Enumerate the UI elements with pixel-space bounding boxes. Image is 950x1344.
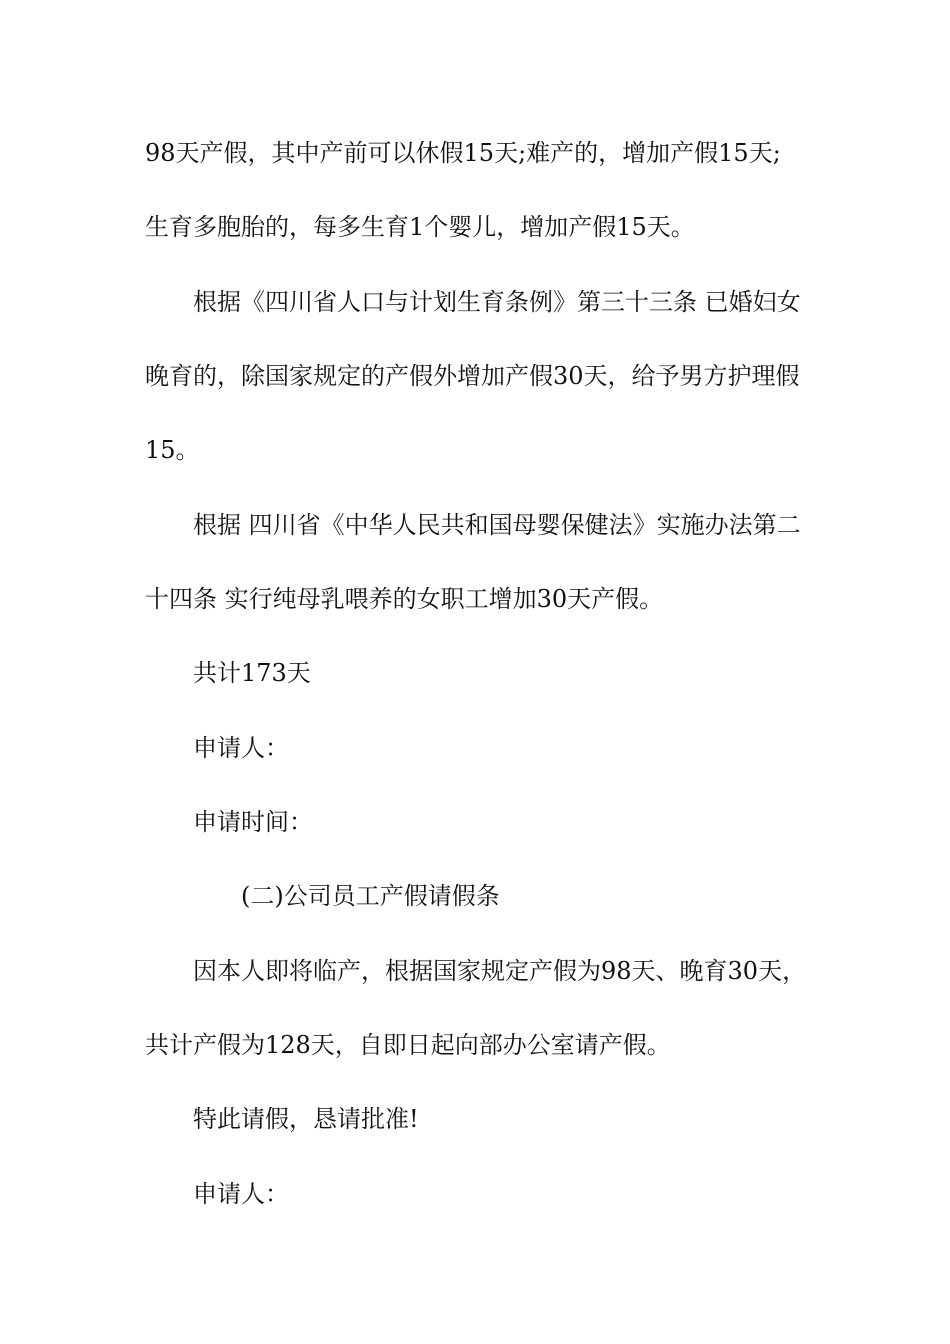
request-approval-line: 特此请假，恳请批准! (193, 1105, 419, 1133)
paragraph-line-13: 共计产假为128天，自即日起向部办公室请产假。 (145, 1031, 671, 1059)
paragraph-line-12: 因本人即将临产，根据国家规定产假为98天、晚育30天， (193, 957, 807, 985)
paragraph-line-4: 晚育的，除国家规定的产假外增加产假30天，给予男方护理假 (145, 362, 800, 390)
applicant-label-2: 申请人： (193, 1180, 289, 1208)
paragraph-line-3: 根据《四川省人口与计划生育条例》第三十三条 已婚妇女 (193, 288, 801, 316)
total-days: 共计173天 (193, 659, 311, 687)
paragraph-line-7: 十四条 实行纯母乳喂养的女职工增加30天产假。 (145, 585, 664, 613)
paragraph-line-2: 生育多胞胎的，每多生育1个婴儿，增加产假15天。 (145, 213, 695, 241)
application-date-label: 申请时间： (193, 808, 313, 836)
section-heading: (二)公司员工产假请假条 (241, 882, 500, 910)
paragraph-line-6: 根据 四川省《中华人民共和国母婴保健法》实施办法第二 (193, 511, 801, 539)
paragraph-line-1: 98天产假，其中产前可以休假15天;难产的，增加产假15天; (145, 139, 781, 167)
applicant-label: 申请人： (193, 734, 289, 762)
paragraph-line-5: 15。 (145, 436, 200, 464)
